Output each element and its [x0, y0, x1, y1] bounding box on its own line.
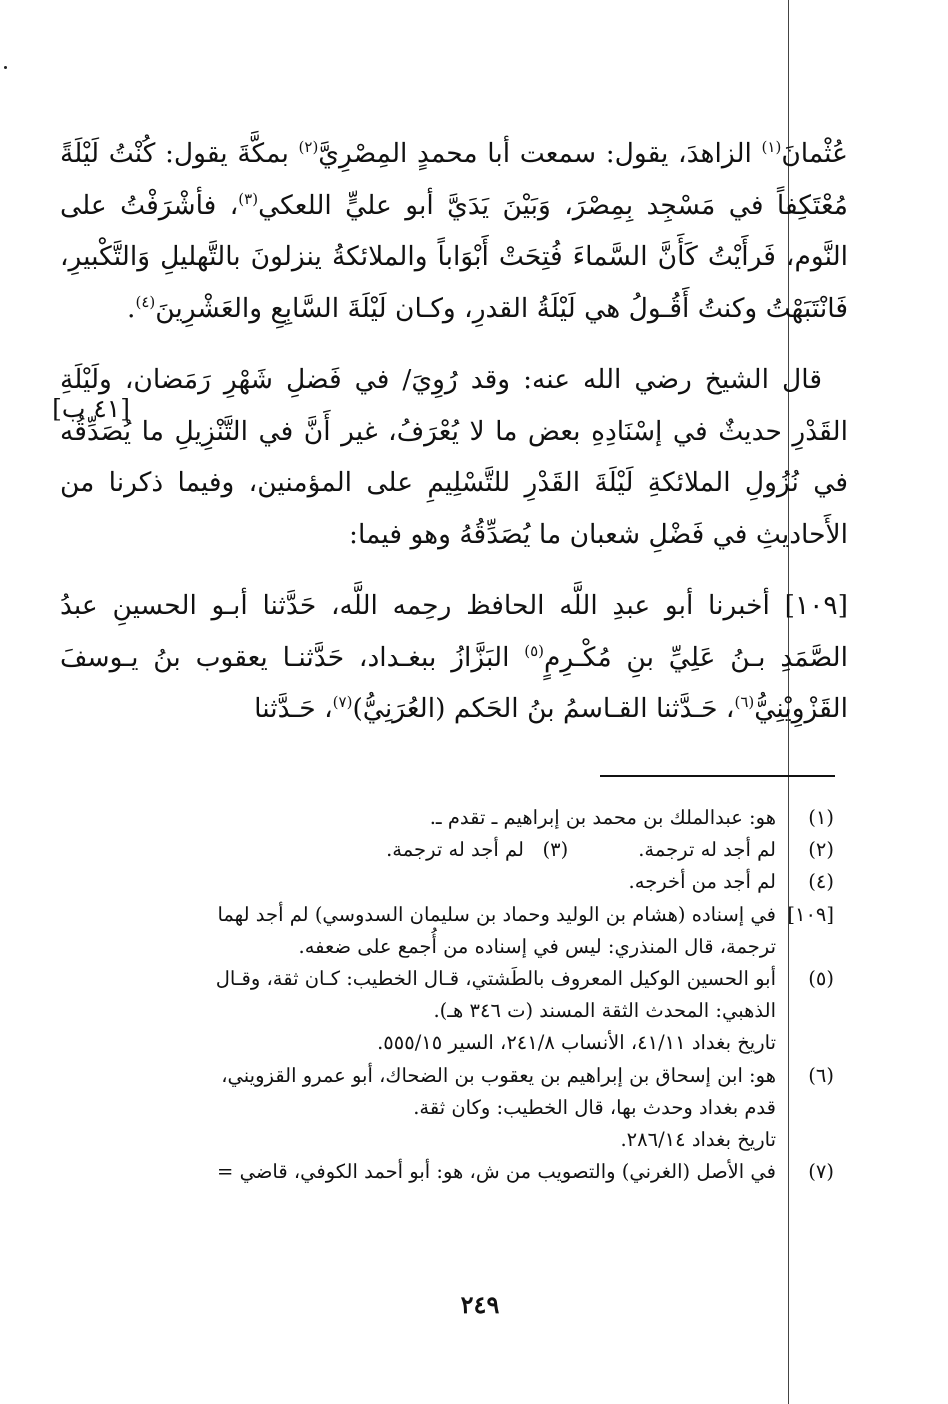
main-text	[52, 128, 848, 735]
paragraph-1	[60, 128, 848, 334]
paragraph-3	[60, 580, 848, 735]
footnote-line: هو: ابن إسحاق بن إبراهيم بن يعقوب بن الضحاك، أبو عمرو القزويني،	[221, 1063, 776, 1087]
text-run: أخبرنا أبو عبدِ اللَّه الحافظ رحِمه اللَّه، حَدَّثنا أبـو الحسينِ عبدُ الصَّمَدِ بـنُ عَلِيِّ بنِ مُكْـرِمٍ	[60, 590, 848, 673]
footnote-line: أبو الحسين الوكيل المعروف بالطَشتي، قـال الخطيب: كـان ثقة، وقـال	[215, 967, 776, 991]
scan-speck	[4, 66, 7, 69]
footnote-number: (٣)	[542, 838, 569, 862]
footnote-number: (٥)	[808, 967, 834, 991]
text-run: ، فأشْرَفْتُ على النَّوم، فَرأَيْتُ كَأَنَّ السَّماءَ فُتِحَتْ أَبْوَاباً والملائكةُ ينزلونَ بالتَّهليلِ وَالتَّكْبيرِ، فَانْتَبَهْتُ وكنتُ أَقُـولُ هي لَيْلَةُ القدرِ، وكـان لَيْلَةَ السَّابِعِ والعَشْرِينَ	[60, 189, 848, 324]
text-run: عُثْمانَ	[781, 138, 848, 169]
text-run: .	[127, 292, 136, 324]
text-run: البَزَّازُ ببغـداد، حَدَّثنـا يعقوب بنُ يـوسفَ القَزْوِيْنِيُّ	[60, 641, 848, 724]
footnote-line: لم أجد له ترجمة.	[386, 838, 524, 862]
paragraph-2: قال الشيخ رضي الله عنه: وقد رُوِيَ/ في فَضلِ شَهْرِ رَمَضان، ولَيْلَةِ القَدْرِ حديثٌ في إسْنَادِهِ بعض ما لا يُعْرَفُ، غير أَنَّ في التَّنْزِيلِ ما يُصَدِّقُه في نُزُولِ الملائكةِ لَيْلَةَ القَدْرِ للتَّسْلِيمِ على المؤمنين، وفيما ذكرنا من الأَحاديثِ في فَضْلِ شعبان ما يُصَدِّقُهُ وهو فيما:	[60, 364, 848, 550]
footnote-number: (٤)	[808, 870, 834, 894]
footnote-line: لم أجد له ترجمة.	[638, 838, 776, 862]
text-run: ، حَـدَّثنا	[254, 693, 333, 724]
footnote-line: لم أجد من أخرجه.	[628, 870, 776, 894]
footnote-ref: (٣)	[238, 189, 259, 208]
footnote-ref: (٦)	[734, 693, 755, 712]
footnote-line: في الأصل (الغرني) والتصويب من ش، هو: أبو أحمد الكوفي، قاضي =	[217, 1160, 776, 1184]
footnote-number: [١٠٩]	[787, 902, 834, 926]
footnote-separator	[600, 775, 835, 777]
footnote-line: في إسناده (هشام بن الوليد وحماد بن سليمان السدوسي) لم أجد لهما	[217, 902, 776, 926]
footnote-item	[140, 899, 840, 963]
footnote-item	[140, 963, 840, 1060]
footnote-line: تاريخ بغداد ٢٨٦/١٤.	[620, 1128, 776, 1152]
footnotes	[140, 802, 840, 1188]
footnote-ref: (٥)	[524, 641, 545, 660]
footnote-line: قدم بغداد وحدث بها، قال الخطيب: وكان ثقة.	[413, 1095, 776, 1119]
footnote-item	[140, 834, 840, 866]
footnote-number: (٢)	[808, 838, 834, 862]
footnote-line: ترجمة، قال المنذري: ليس في إسناده من أُجمع على ضعفه.	[298, 934, 776, 958]
footnote-number: (٦)	[808, 1063, 834, 1087]
footnote-line: الذهبي: المحدث الثقة المسند (ت ٣٤٦ هـ).	[433, 999, 776, 1023]
text-run: ، حَـدَّثنا القـاسمُ بنُ الحَكم (العُرَنِيُّ)	[352, 693, 735, 724]
footnote-number: (١)	[808, 806, 834, 829]
footnote-item	[140, 802, 840, 834]
footnote-item	[140, 866, 840, 898]
text-run: بمكَّةَ يقول: كُنْتُ لَيْلَةً مُعْتَكِفاً في مَسْجِد بِمِصْرَ، وَبَيْنَ يَدَيَّ أبو عليٍّ اللعكي	[60, 138, 848, 221]
footnote-ref: (٧)	[332, 693, 353, 712]
footnote-ref: (١)	[761, 138, 782, 157]
hadith-number: [١٠٩]	[784, 590, 848, 621]
page-number: ٢٤٩	[460, 1290, 500, 1319]
text-run: الزاهدَ، يقول: سمعت أبا محمدٍ المِصْرِيَّ	[318, 138, 762, 169]
footnote-item	[140, 1060, 840, 1157]
manuscript-folio-marker: [٤١ ب]	[52, 394, 130, 423]
footnote-ref: (٤)	[135, 292, 156, 311]
footnote-item	[140, 1156, 840, 1188]
footnote-line: تاريخ بغداد ٤١/١١، الأنساب ٢٤١/٨، السير ٥٥٥/١٥.	[377, 1031, 776, 1055]
footnote-ref: (٢)	[298, 138, 319, 157]
footnote-line: هو: عبدالملك بن محمد بن إبراهيم ـ تقدم ـ.	[429, 806, 776, 829]
footnote-number: (٧)	[808, 1160, 834, 1184]
